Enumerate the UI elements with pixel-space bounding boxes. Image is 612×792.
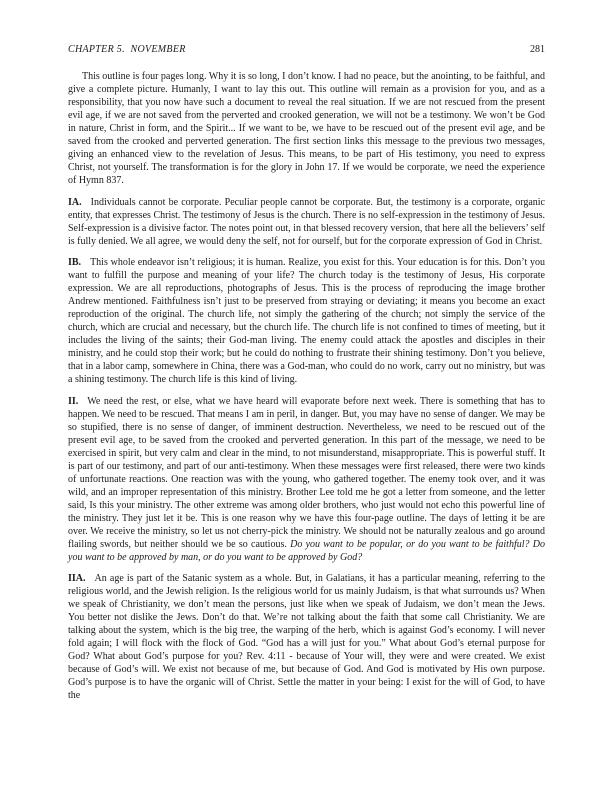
paragraph-iia	[68, 572, 545, 702]
paragraph-ii	[68, 395, 545, 564]
page-body	[68, 70, 545, 711]
paragraph-intro	[68, 70, 545, 187]
paragraph-ib	[68, 256, 545, 386]
chapter-heading: CHAPTER 5. NOVEMBER	[68, 44, 186, 55]
paragraph-iia-label: IIA.	[68, 573, 86, 584]
paragraph-ib-text: This whole endeavor isn’t religious; it is human. Realize, you exist for this. Your education is for this. Don’t you want to fulfill the purpose and meaning of your life? The church today is the testimony of Jesus, His corporate expression. We are all reproductions, photographs of Jesus. This is the process of reproducing the image brother Andrew mentioned. Faithfulness isn’t just to be preserved from straying or deviating; it means you become an exact reproduction of the original. The church life, not simply the gathering of the church; not simply the service of the church, which are crucial and necessary, but the church life. The church life is not confined to times of meeting, but it includes the living of the saints; their God-man living. The enemy could attack the apostles and disciples in their ministry, and he could stop their work; but he could do nothing to frustrate their shining testimony. Don’t you believe, that in a labor camp, somewhere in China, there was a God-man, who could do no work, carry out no ministry, but was a shining testimony. The church life is this kind of living.	[68, 257, 545, 385]
paragraph-ii-italic-text: Do you want to be popular, or do you want to be faithful? Do you want to be approved by man, or do you want to be approved by God?	[68, 538, 546, 563]
page-number: 281	[530, 44, 545, 55]
paragraph-ii-label: II.	[68, 395, 79, 407]
paragraph-iia-text: An age is part of the Satanic system as a whole. But, in Galatians, it has a particular meaning, referring to the religious world, and the Jewish religion. Is the religious world for us mainly Judaism, is that what surrounds us? When we speak of Christianity, we don’t mean the persons, just like when we speak of Judaism, we don’t mean the Jews. You better not dislike the Jews. Don’t do that. We’re not talking about the faith that some call Christianity. We are talking about the system, which is the big tree, the warping of the herb, which is against God’s economy. I will never fold again; I will flock with the flock of God. “God has a will just for you.” What about God’s eternal purpose for God? What about God’s purpose for you? Rev. 4:11 - because of Your will, they were and were created. We exist because of God’s will. We exist not because of me, but because of God. And God is motivated by His own purpose. God’s purpose is to have the organic will of Christ. Settle the matter in your being: I exist for the will of God, to have the	[68, 573, 545, 701]
paragraph-ii-text: We need the rest, or else, what we have heard will evaporate before next week. There is something that has to happen. We need to be rescued. That means I am in peril, in danger. But, you may have no sense of danger. We may be so stupified, there is no sense of danger, of imminent destruction. Nevertheless, we need to be rescued out of the present evil age, to be saved from the crooked and perverted generation. In this part of the message, we need to be exercised in spirit, but very calm and clear in the mind, to not misunderstand, misappropriate. This is powerful stuff. It is part of our testimony, and part of our anti-testimony. When these messages were first released, there were two kinds of unfortunate reactions. One reaction was with the young, who gathered together. The enemy took over, and it was wild, and an improper representation of this ministry. Brother Lee told me he got a letter from someone, and the letter said, Is this your ministry. The other extreme was among older brothers, who just would not echo this powerful line of the ministry. They just let it be. This is one reason why we have this four-page outline. The days of letting it be are over. We receive the ministry, so let us not cherry-pick the ministry. We should not be naturally zealous and go around flailing swords, but neither should we be so cautious.	[68, 395, 545, 550]
running-header	[68, 44, 545, 56]
paragraph-ia-text: Individuals cannot be corporate. Peculiar people cannot be corporate. But, the testimony is a corporate, organic entity, that expresses Christ. The testimony of Jesus is the church. There is no self-expression in the testimony of Jesus. Self-expression is a divisive factor. The notes point out, in that blessed recovery version, that here all the believers’ self is fully denied. We all agree, we would deny the self, not for ourself, but for the corporate expression of God in Christ.	[68, 196, 545, 247]
paragraph-ia	[68, 196, 545, 248]
paragraph-intro-text: This outline is four pages long. Why it is so long, I don’t know. I had no peace, but the anointing, to be faithful, and give a complete picture. Humanly, I want to lay this out. This outline will remain as a provision for you, and as a responsibility, that you now have such a document to reveal the real situation. If we are not rescued from the present evil age, if we are not saved from the perverted and crooked generation, we will not be a testimony. We won’t be God in nature, Christ in form, and the Spirit... If we want to be, we have to be rescued out of the present evil age, and be saved from the crooked and perverted generation. The first section links this message to the previous two messages, giving an enhanced view to the revelation of Jesus. This means, to be part of His testimony, you need to express Christ, not yourself. The transformation is for the glory in John 17. If we would be corporate, we need the experience of Hymn 837.	[68, 71, 545, 186]
paragraph-ib-label: IB.	[68, 257, 82, 268]
paragraph-ia-label: IA.	[68, 196, 82, 208]
